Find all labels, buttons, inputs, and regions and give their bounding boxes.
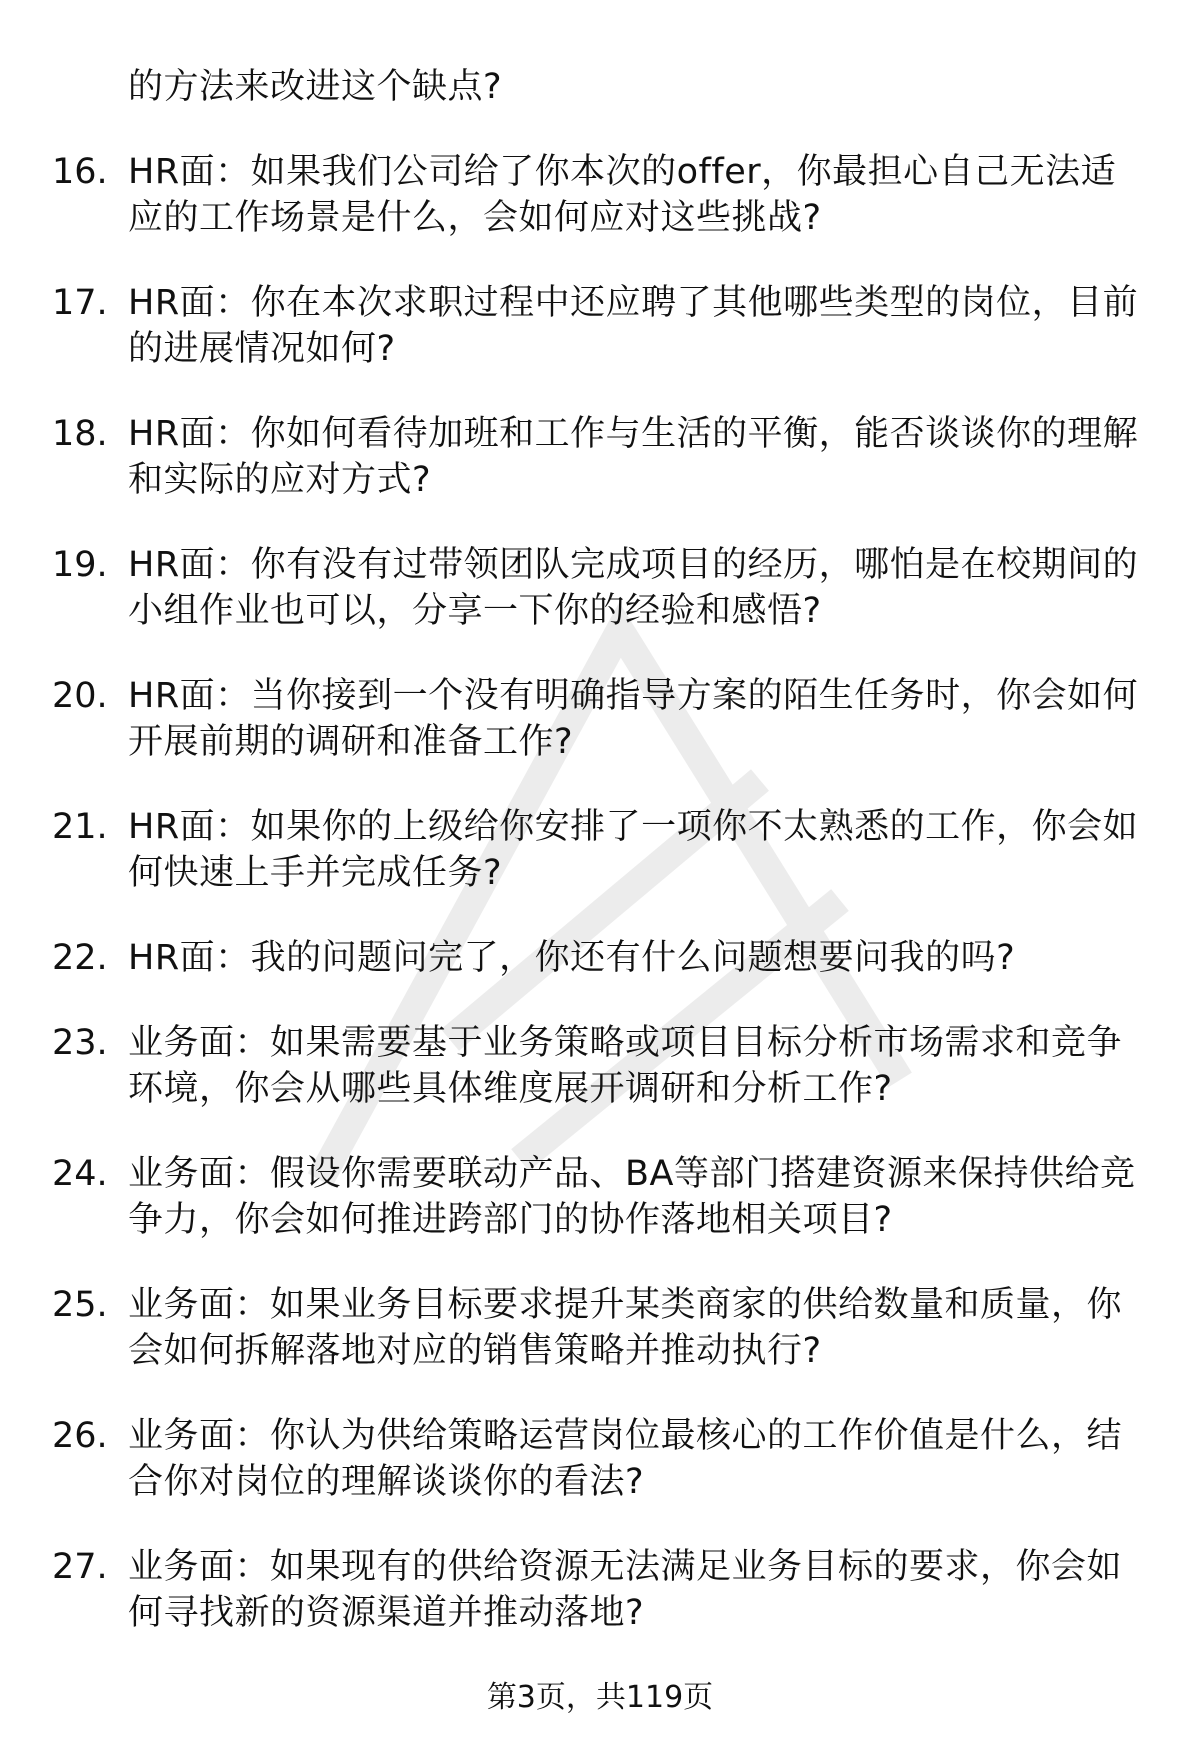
question-number: 22.	[52, 938, 108, 978]
question-list	[0, 149, 1200, 1636]
question-item	[0, 149, 1200, 241]
question-number: 27.	[52, 1547, 108, 1587]
question-text-line: HR面：如果你的上级给你安排了一项你不太熟悉的工作，你会如	[128, 807, 1139, 847]
question-text-line: HR面：当你接到一个没有明确指导方案的陌生任务时，你会如何	[128, 676, 1139, 716]
question-text-line: 何寻找新的资源渠道并推动落地?	[128, 1593, 645, 1633]
question-number: 16.	[52, 152, 108, 192]
question-item	[0, 280, 1200, 372]
question-item	[0, 1151, 1200, 1243]
question-text-line: 业务面：如果需要基于业务策略或项目目标分析市场需求和竞争	[128, 1023, 1123, 1063]
question-item	[0, 411, 1200, 503]
question-item	[0, 673, 1200, 765]
question-text-line: HR面：你在本次求职过程中还应聘了其他哪些类型的岗位，目前	[128, 283, 1139, 323]
question-text-line: 环境，你会从哪些具体维度展开调研和分析工作?	[128, 1069, 893, 1109]
question-text-line: 和实际的应对方式?	[128, 460, 432, 500]
question-number: 24.	[52, 1154, 108, 1194]
question-item	[0, 935, 1200, 981]
question-number: 20.	[52, 676, 108, 716]
question-text-line: 应的工作场景是什么，会如何应对这些挑战?	[128, 198, 822, 238]
question-item	[0, 542, 1200, 634]
question-text-line: 业务面：假设你需要联动产品、BA等部门搭建资源来保持供给竞	[128, 1154, 1136, 1194]
question-number: 25.	[52, 1285, 108, 1325]
question-text-line: 业务面：你认为供给策略运营岗位最核心的工作价值是什么，结	[128, 1416, 1123, 1456]
question-number: 26.	[52, 1416, 108, 1456]
question-text-line: HR面：如果我们公司给了你本次的offer，你最担心自己无法适	[128, 152, 1117, 192]
question-item	[0, 1544, 1200, 1636]
question-text-line: 争力，你会如何推进跨部门的协作落地相关项目?	[128, 1200, 893, 1240]
question-text-line: 业务面：如果业务目标要求提升某类商家的供给数量和质量，你	[128, 1285, 1123, 1325]
text-line: 的方法来改进这个缺点?	[128, 67, 503, 107]
question-number: 19.	[52, 545, 108, 585]
question-number: 18.	[52, 414, 108, 454]
document-page	[0, 64, 1200, 1675]
question-continuation	[0, 64, 1200, 110]
page-number: 第3页，共119页	[486, 1680, 714, 1715]
question-text-line: 会如何拆解落地对应的销售策略并推动执行?	[128, 1331, 822, 1371]
question-text-line: 的进展情况如何?	[128, 329, 396, 369]
question-text-line: 何快速上手并完成任务?	[128, 853, 503, 893]
question-number: 23.	[52, 1023, 108, 1063]
question-text-line: 合你对岗位的理解谈谈你的看法?	[128, 1462, 645, 1502]
question-number: 21.	[52, 807, 108, 847]
question-text-line: 业务面：如果现有的供给资源无法满足业务目标的要求，你会如	[128, 1547, 1123, 1587]
question-item	[0, 1413, 1200, 1505]
question-number: 17.	[52, 283, 108, 323]
question-item	[0, 1282, 1200, 1374]
question-text-line: 小组作业也可以，分享一下你的经验和感悟?	[128, 591, 822, 631]
question-text-line: HR面：我的问题问完了，你还有什么问题想要问我的吗?	[128, 938, 1016, 978]
question-text-line: HR面：你有没有过带领团队完成项目的经历，哪怕是在校期间的	[128, 545, 1139, 585]
question-item	[0, 1020, 1200, 1112]
question-text-line: HR面：你如何看待加班和工作与生活的平衡，能否谈谈你的理解	[128, 414, 1139, 454]
question-text-line: 开展前期的调研和准备工作?	[128, 722, 574, 762]
question-item	[0, 804, 1200, 896]
